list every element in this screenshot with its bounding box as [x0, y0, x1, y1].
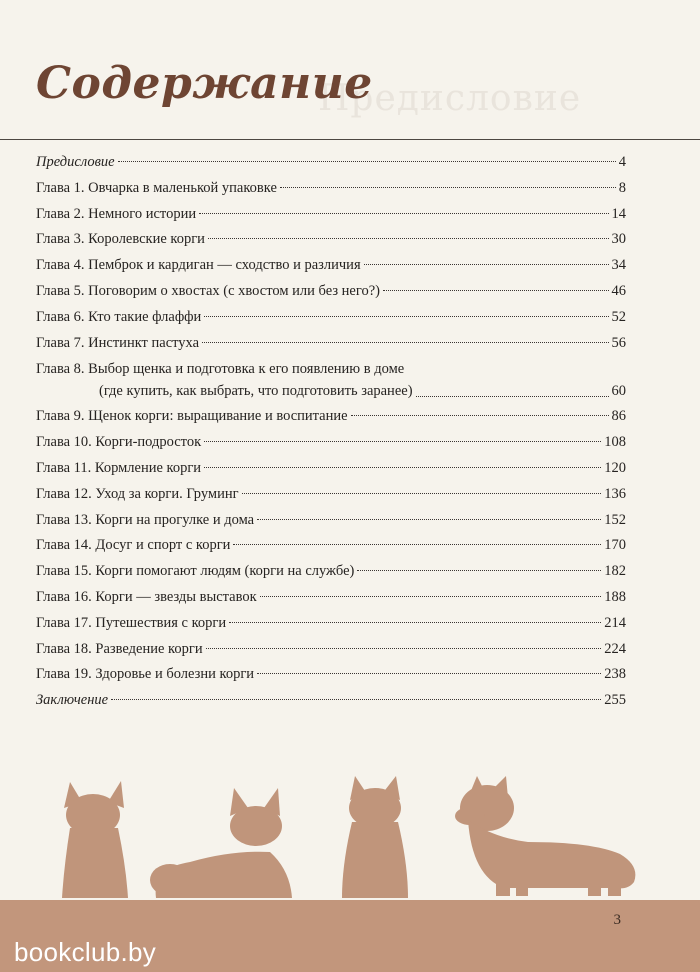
toc-entry-page: 56	[611, 334, 626, 351]
toc-entry[interactable]	[36, 356, 626, 404]
corgi-sitting-icon	[62, 781, 128, 898]
corgi-standing-icon	[455, 776, 635, 896]
toc-entry[interactable]	[36, 688, 626, 714]
toc-leader	[206, 648, 602, 649]
toc-entry-page: 182	[604, 563, 626, 580]
toc-entry-label: Глава 11. Кормление корги	[36, 459, 202, 476]
toc-entry-label: Глава 14. Досуг и спорт с корги	[36, 537, 231, 554]
toc-entry[interactable]	[36, 305, 626, 331]
toc-entry-label: Глава 6. Кто такие флаффи	[36, 308, 202, 325]
toc-entry-label: Глава 19. Здоровье и болезни корги	[36, 666, 255, 683]
toc-entry[interactable]	[36, 176, 626, 202]
footer-band	[0, 900, 700, 972]
toc-entry-label: Глава 5. Поговорим о хвостах (с хвостом или без него?)	[36, 282, 380, 299]
toc-entry-page: 34	[611, 257, 626, 274]
toc-entry-label-line1: Глава 8. Выбор щенка и подготовка к его появлению в доме	[36, 361, 405, 378]
toc-leader	[199, 213, 608, 214]
toc-leader	[204, 316, 608, 317]
toc-entry-page: 214	[604, 614, 626, 631]
toc-entry[interactable]	[36, 202, 626, 228]
toc-entry[interactable]	[36, 533, 626, 559]
toc-entry-page: 14	[611, 205, 626, 222]
toc-leader	[208, 238, 609, 239]
toc-entry-page: 108	[604, 434, 626, 451]
toc-entry[interactable]	[36, 331, 626, 357]
page-title: Содержание	[36, 58, 373, 109]
corgi-illustrations	[0, 770, 700, 900]
toc-leader	[351, 415, 609, 416]
toc-leader	[111, 699, 601, 700]
toc-entry[interactable]	[36, 559, 626, 585]
toc-leader	[202, 342, 608, 343]
toc-entry[interactable]	[36, 611, 626, 637]
toc-entry-label	[36, 358, 413, 404]
toc-entry-label: Глава 17. Путешествия с корги	[36, 614, 227, 631]
toc-entry-page: 8	[618, 179, 626, 196]
toc-entry-label: Глава 18. Разведение корги	[36, 640, 203, 657]
toc-entry-label: Глава 7. Инстинкт пастуха	[36, 334, 200, 351]
toc-entry[interactable]	[36, 637, 626, 663]
toc-entry-label-line2: (где купить, как выбрать, что подготовить заранее)	[99, 383, 413, 400]
corgi-sitting-icon	[342, 776, 408, 898]
toc-entry[interactable]	[36, 279, 626, 305]
toc-entry[interactable]	[36, 508, 626, 534]
toc-list	[36, 150, 626, 714]
toc-entry[interactable]	[36, 253, 626, 279]
toc-entry-page: 52	[611, 308, 626, 325]
toc-entry-label: Глава 3. Королевские корги	[36, 231, 205, 248]
toc-entry-label: Предисловие	[36, 154, 115, 170]
toc-leader	[383, 290, 609, 291]
toc-entry-page: 136	[604, 485, 626, 502]
toc-entry-page: 152	[604, 511, 626, 528]
toc-entry-page: 238	[604, 666, 626, 683]
toc-leader	[257, 519, 601, 520]
toc-entry-page: 188	[604, 588, 626, 605]
toc-leader	[229, 622, 601, 623]
toc-entry[interactable]	[36, 456, 626, 482]
toc-leader	[260, 596, 602, 597]
toc-entry-page: 60	[611, 383, 626, 400]
toc-entry-label: Глава 1. Овчарка в маленькой упаковке	[36, 179, 277, 196]
toc-entry-label: Глава 16. Корги — звезды выставок	[36, 588, 257, 605]
toc-leader	[357, 570, 601, 571]
corgi-lying-icon	[150, 788, 292, 898]
toc-entry-label: Глава 4. Пемброк и кардиган — сходство и различия	[36, 257, 361, 274]
toc-leader	[118, 161, 616, 162]
toc-entry-label: Глава 13. Корги на прогулке и дома	[36, 511, 255, 528]
toc-leader	[257, 673, 601, 674]
toc-entry[interactable]	[36, 227, 626, 253]
toc-entry-label: Глава 9. Щенок корги: выращивание и воспитание	[36, 408, 348, 425]
toc-entry-page: 46	[611, 282, 626, 299]
toc-leader	[242, 493, 602, 494]
toc-entry[interactable]	[36, 585, 626, 611]
toc-entry-page: 255	[604, 692, 626, 709]
toc-entry-label: Заключение	[36, 692, 109, 709]
toc-entry-page: 170	[604, 537, 626, 554]
toc-leader	[233, 544, 601, 545]
page-number: 3	[613, 912, 621, 928]
toc-leader	[364, 264, 609, 265]
divider	[0, 139, 700, 140]
toc-entry-label: Глава 15. Корги помогают людям (корги на службе)	[36, 563, 355, 580]
toc-entry-page: 224	[604, 640, 626, 657]
ghost-text: Предисловие	[318, 78, 582, 119]
toc-leader	[204, 467, 601, 468]
toc-entry-label: Глава 2. Немного истории	[36, 205, 197, 222]
watermark-text: bookclub.by	[14, 937, 157, 967]
toc-entry-page: 30	[611, 231, 626, 248]
toc-entry[interactable]	[36, 150, 626, 176]
toc-leader	[204, 441, 601, 442]
toc-leader	[280, 187, 616, 188]
toc-entry[interactable]	[36, 404, 626, 430]
toc-entry-page: 86	[611, 408, 626, 425]
toc-entry-page: 4	[618, 154, 626, 170]
toc-entry[interactable]	[36, 482, 626, 508]
toc-entry[interactable]	[36, 430, 626, 456]
toc-entry-label: Глава 12. Уход за корги. Груминг	[36, 485, 239, 502]
toc-entry-label: Глава 10. Корги-подросток	[36, 434, 202, 451]
toc-entry-page: 120	[604, 459, 626, 476]
toc-entry[interactable]	[36, 662, 626, 688]
toc-leader	[416, 396, 609, 397]
